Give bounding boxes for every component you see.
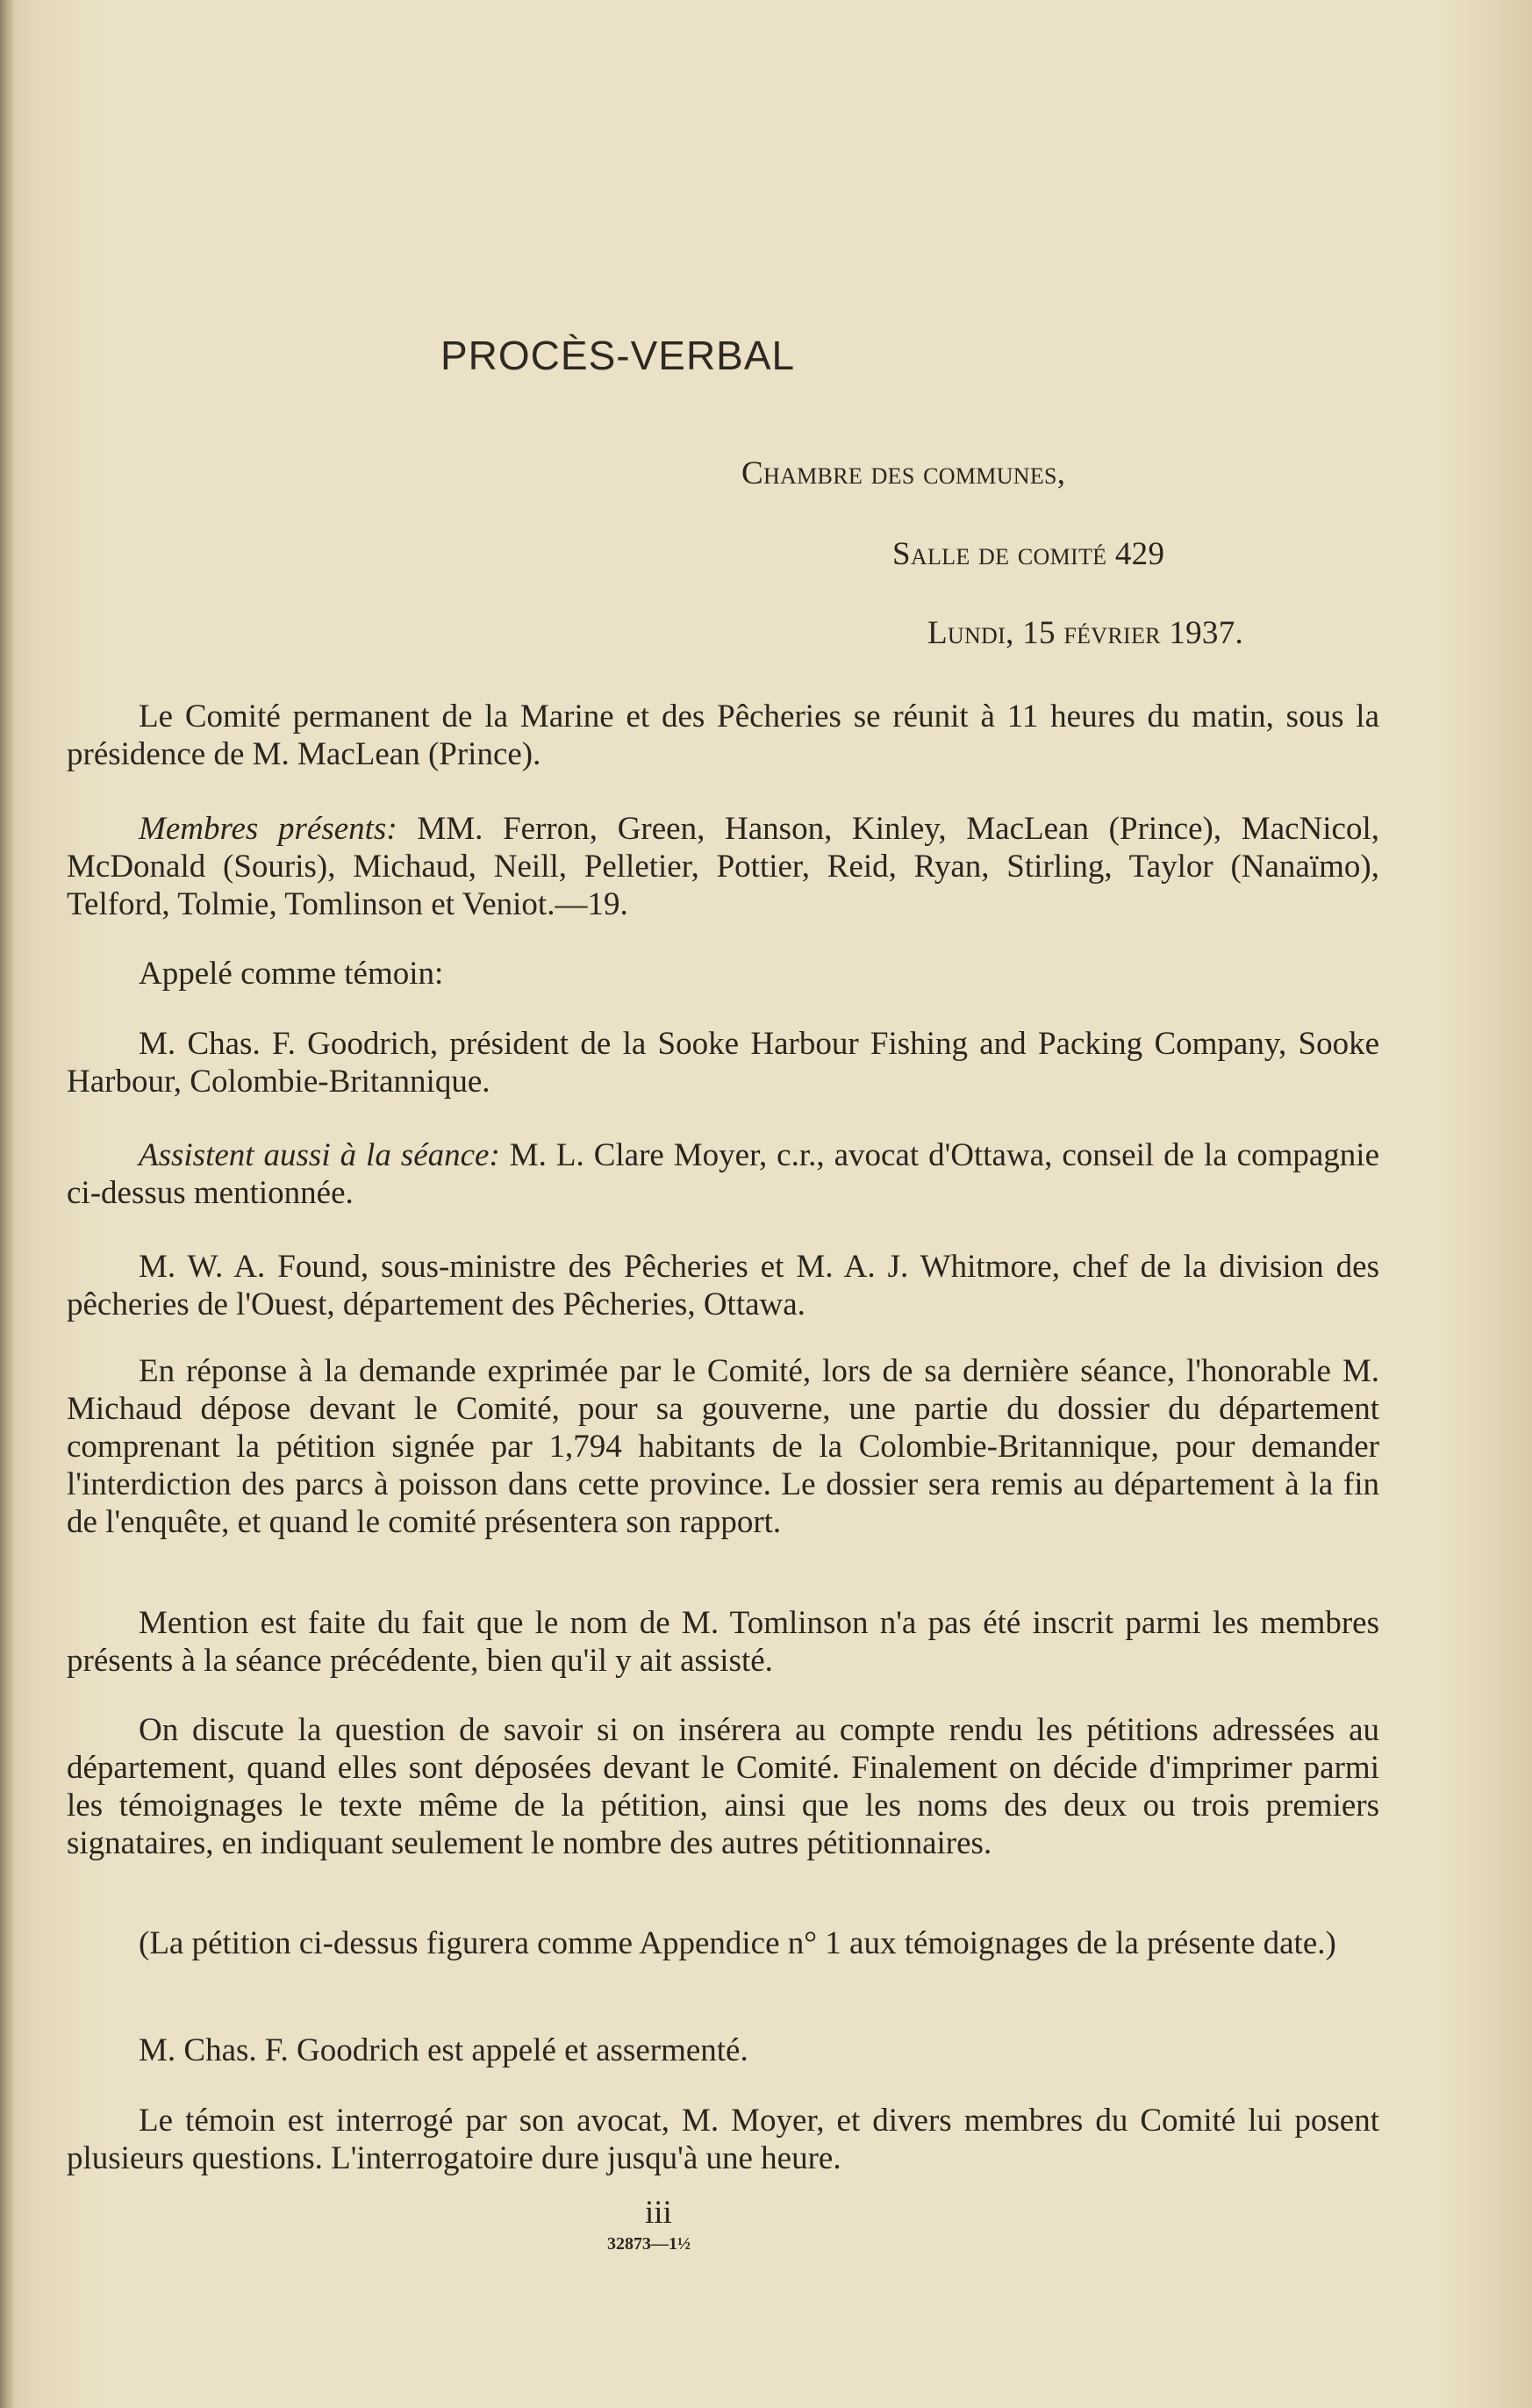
paragraph-witness [67,1025,1379,1100]
paragraph-attendees [67,1136,1379,1212]
paragraph-petition [67,1352,1379,1541]
paragraph-label: Membres présents: [139,811,397,847]
paragraph-text: Mention est faite du fait que le nom de M. Tomlinson n'a pas été inscrit parmi les membres présents à la séance précédente, bien qu'il y ait assisté. [67,1605,1379,1679]
paragraph-sworn [67,2032,1379,2069]
paragraph-appendix [67,1924,1379,1962]
paragraph-text: M. L. Clare Moyer, c.r., avocat d'Ottawa, conseil de la compagnie ci-dessus mentionnée. [67,1137,1379,1211]
print-code: 32873—1½ [607,2234,691,2254]
place-line: Chambre des communes, [741,455,1066,491]
paragraph-text: MM. Ferron, Green, Hanson, Kinley, MacLean (Prince), MacNicol, McDonald (Souris), Michaud, Neill, Pelletier, Pottier, Reid, Ryan, Stirling, Taylor (Nanaïmo), Telford, Tolmie, Tomlinson et Veniot.—19. [67,811,1379,922]
paragraph-text: Appelé comme témoin: [139,956,444,992]
date-line: Lundi, 15 février 1937. [927,615,1244,651]
paragraph-text: M. Chas. F. Goodrich est appelé et assermenté. [139,2032,748,2068]
binding-edge [0,0,14,2408]
paragraph-discussion [67,1711,1379,1862]
paragraph-text: M. W. A. Found, sous-ministre des Pêcheries et M. A. J. Whitmore, chef de la division des pêcheries de l'Ouest, département des Pêcheries, Ottawa. [67,1249,1379,1322]
paragraph-opening [67,698,1379,773]
paragraph-text: (La pétition ci-dessus figurera comme Appendice n° 1 aux témoignages de la présente date.) [139,1925,1336,1961]
paragraph-tomlinson [67,1604,1379,1680]
paragraph-text: On discute la question de savoir si on insérera au compte rendu les pétitions adressées au département, quand elles sont déposées devant le Comité. Finalement on décide d'imprimer parmi les témoignages le texte même de la pétition, ainsi que les noms des deux ou trois premiers signataires, en indiquant seulement le nombre des autres pétitionnaires. [67,1712,1379,1861]
room-line: Salle de comité 429 [892,536,1165,572]
paragraph-text: Le témoin est interrogé par son avocat, M. Moyer, et divers membres du Comité lui posent plusieurs questions. L'interrogatoire dure jusqu'à une heure. [67,2103,1379,2176]
paragraph-witness-heading [67,955,1379,993]
paragraph-members [67,810,1379,923]
paragraph-officials [67,1248,1379,1323]
paragraph-text: Le Comité permanent de la Marine et des Pêcheries se réunit à 11 heures du matin, sous la présidence de M. MacLean (Prince). [67,699,1379,772]
paragraph-text: En réponse à la demande exprimée par le Comité, lors de sa dernière séance, l'honorable M. Michaud dépose devant le Comité, pour sa gouverne, une partie du dossier du département comprenant la pétition signée par 1,794 habitants de la Colombie-Britannique, pour demander l'interdiction des parcs à poisson dans cette province. Le dossier sera remis au département à la fin de l'enquête, et quand le comité présentera son rapport. [67,1353,1379,1540]
page-title: PROCÈS-VERBAL [440,333,796,378]
page-number: iii [645,2195,672,2231]
paragraph-interrogation [67,2102,1379,2177]
paragraph-text: M. Chas. F. Goodrich, président de la Sooke Harbour Fishing and Packing Company, Sooke Harbour, Colombie-Britannique. [67,1026,1379,1100]
paragraph-label: Assistent aussi à la séance: [139,1137,500,1173]
